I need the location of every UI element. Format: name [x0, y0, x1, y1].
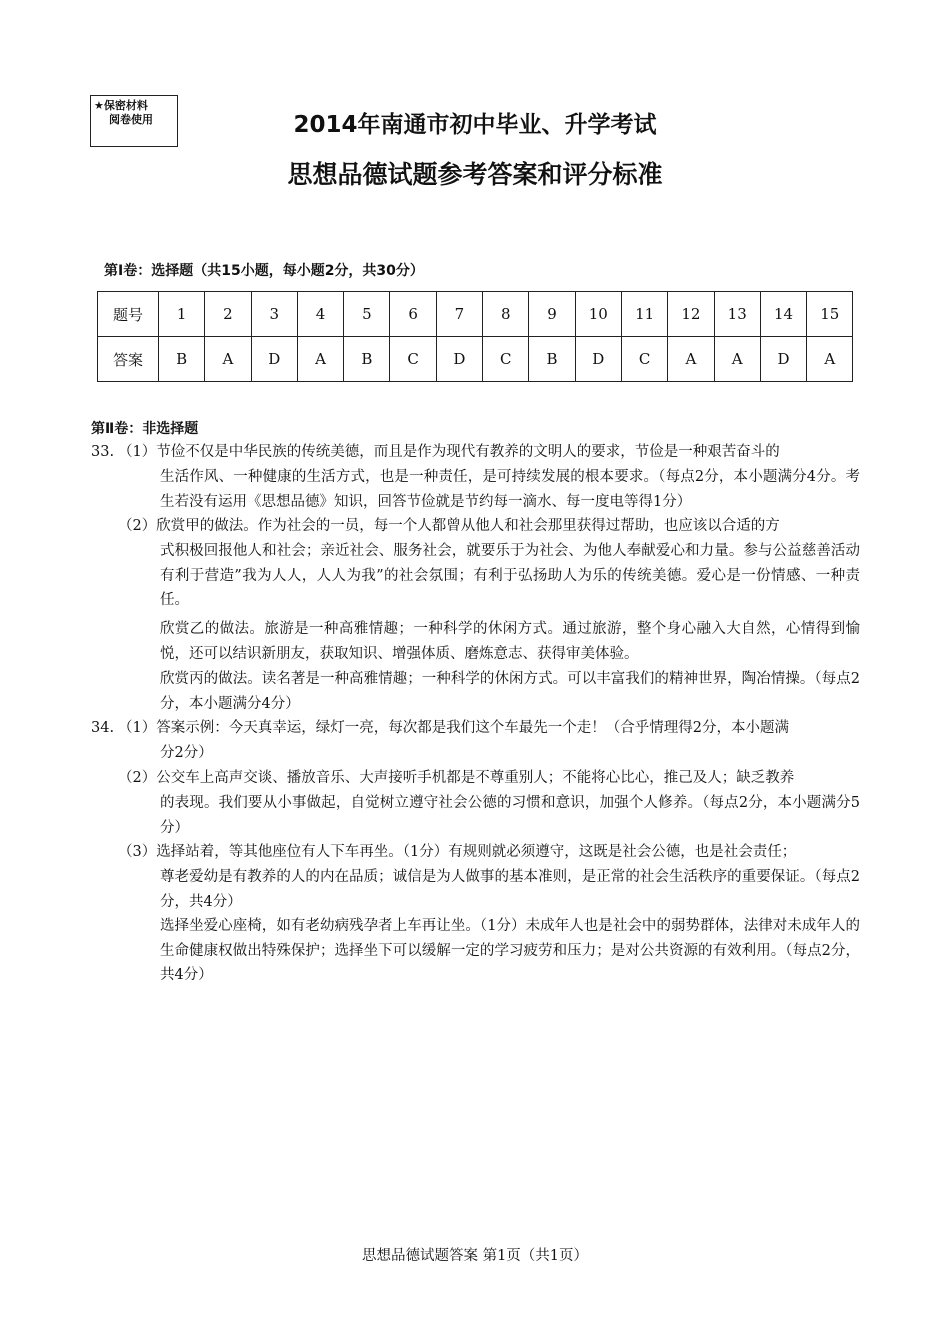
question-number: 7 — [436, 292, 482, 337]
answer-cell: A — [807, 337, 853, 382]
question-number: 5 — [344, 292, 390, 337]
answer-cell: D — [436, 337, 482, 382]
q34-part2-text: 的表现。我们要从小事做起，自觉树立遵守社会公德的习惯和意识，加强个人修养。（每点2分，本小题满分5分） — [160, 795, 860, 836]
document-title: 思想品德试题参考答案和评分标准 — [287, 160, 663, 189]
q34-part3-first-line: （3）选择站着，等其他座位有人下车再坐。（1分）有规则就必须遵守，这既是社会公德，也是社会责任； — [118, 844, 797, 860]
q34-part1-first-line: （1）答案示例：今天真幸运，绿灯一亮，每次都是我们这个车最先一个走！（合乎情理得2分，本小题满 — [118, 720, 789, 736]
answer-cell: B — [159, 337, 205, 382]
question-number: 8 — [483, 292, 529, 337]
question-33-number: 33. — [91, 444, 115, 460]
q34-part2-first-line: （2）公交车上高声交谈、播放音乐、大声接听手机都是不尊重别人；不能将心比心，推己及人；缺乏教养 — [118, 770, 795, 786]
question-number: 1 — [159, 292, 205, 337]
question-number: 15 — [807, 292, 853, 337]
answer-cell: D — [251, 337, 297, 382]
answer-cell: A — [714, 337, 760, 382]
answer-cell: B — [529, 337, 575, 382]
stamp-line-1: ★保密材料 — [94, 99, 148, 112]
part2-heading: 第Ⅱ卷：非选择题 — [91, 421, 199, 437]
question-number: 12 — [668, 292, 714, 337]
q34-part3-text: 尊老爱幼是有教养的人的内在品质；诚信是为人做事的基本准则，是正常的社会生活秩序的重要保证。（每点2分，共4分） — [160, 869, 860, 910]
question-number: 4 — [297, 292, 343, 337]
q34-part1-text: 分2分） — [160, 745, 213, 761]
answer-row — [98, 337, 853, 382]
question-number: 9 — [529, 292, 575, 337]
answer-table — [97, 291, 853, 382]
q34-part3-option-b: 选择坐爱心座椅，如有老幼病残孕者上车再让坐。（1分）未成年人也是社会中的弱势群体，法律对未成年人的生命健康权做出特殊保护；选择坐下可以缓解一定的学习疲劳和压力；是对公共资源的有效利用。（每点2分，共4分） — [160, 918, 860, 983]
question-number-row — [98, 292, 853, 337]
answer-cell: D — [760, 337, 806, 382]
q33-part2-option-b: 欣赏乙的做法。旅游是一种高雅情趣；一种科学的休闲方式。通过旅游，整个身心融入大自然，心情得到愉悦，还可以结识新朋友，获取知识、增强体质、磨炼意志、获得审美体验。 — [160, 621, 860, 662]
answer-cell: C — [483, 337, 529, 382]
question-number: 6 — [390, 292, 436, 337]
question-number: 3 — [251, 292, 297, 337]
answer-cell: C — [390, 337, 436, 382]
question-number: 2 — [205, 292, 251, 337]
q33-part1-first-line: （1）节俭不仅是中华民族的传统美德，而且是作为现代有教养的文明人的要求，节俭是一种艰苦奋斗的 — [118, 444, 780, 460]
q33-part2-text: 式积极回报他人和社会；亲近社会、服务社会，就要乐于为社会、为他人奉献爱心和力量。参与公益慈善活动有利于营造”我为人人，人人为我”的社会氛围；有利于弘扬助人为乐的传统美德。爱心是一份情感、一种责任。 — [160, 543, 860, 608]
question-number: 10 — [575, 292, 621, 337]
stamp-line-2: 阅卷使用 — [109, 113, 153, 126]
part1-heading: 第Ⅰ卷：选择题（共15小题，每小题2分，共30分） — [104, 263, 424, 279]
answer-cell: D — [575, 337, 621, 382]
q33-part2-first-line: （2）欣赏甲的做法。作为社会的一员，每一个人都曾从他人和社会那里获得过帮助，也应该以合适的方 — [118, 518, 780, 534]
question-number: 13 — [714, 292, 760, 337]
question-number: 14 — [760, 292, 806, 337]
q33-part2-option-c: 欣赏丙的做法。读名著是一种高雅情趣；一种科学的休闲方式。可以丰富我们的精神世界，陶冶情操。（每点2分，本小题满分4分） — [160, 671, 860, 712]
question-number: 11 — [621, 292, 667, 337]
answer-cell: A — [205, 337, 251, 382]
answer-cell: B — [344, 337, 390, 382]
row-label-number: 题号 — [98, 292, 159, 337]
answer-cell: C — [621, 337, 667, 382]
row-label-answer: 答案 — [98, 337, 159, 382]
q33-part1-text: 生活作风、一种健康的生活方式，也是一种责任，是可持续发展的根本要求。（每点2分，本小题满分4分。考生若没有运用《思想品德》知识，回答节俭就是节约每一滴水、每一度电等得1分） — [160, 469, 860, 510]
answer-cell: A — [297, 337, 343, 382]
page-footer: 思想品德试题答案 第1页（共1页） — [361, 1248, 589, 1264]
exam-title: 2014年南通市初中毕业、升学考试 — [293, 112, 657, 138]
answer-cell: A — [668, 337, 714, 382]
question-34-number: 34. — [91, 720, 115, 736]
